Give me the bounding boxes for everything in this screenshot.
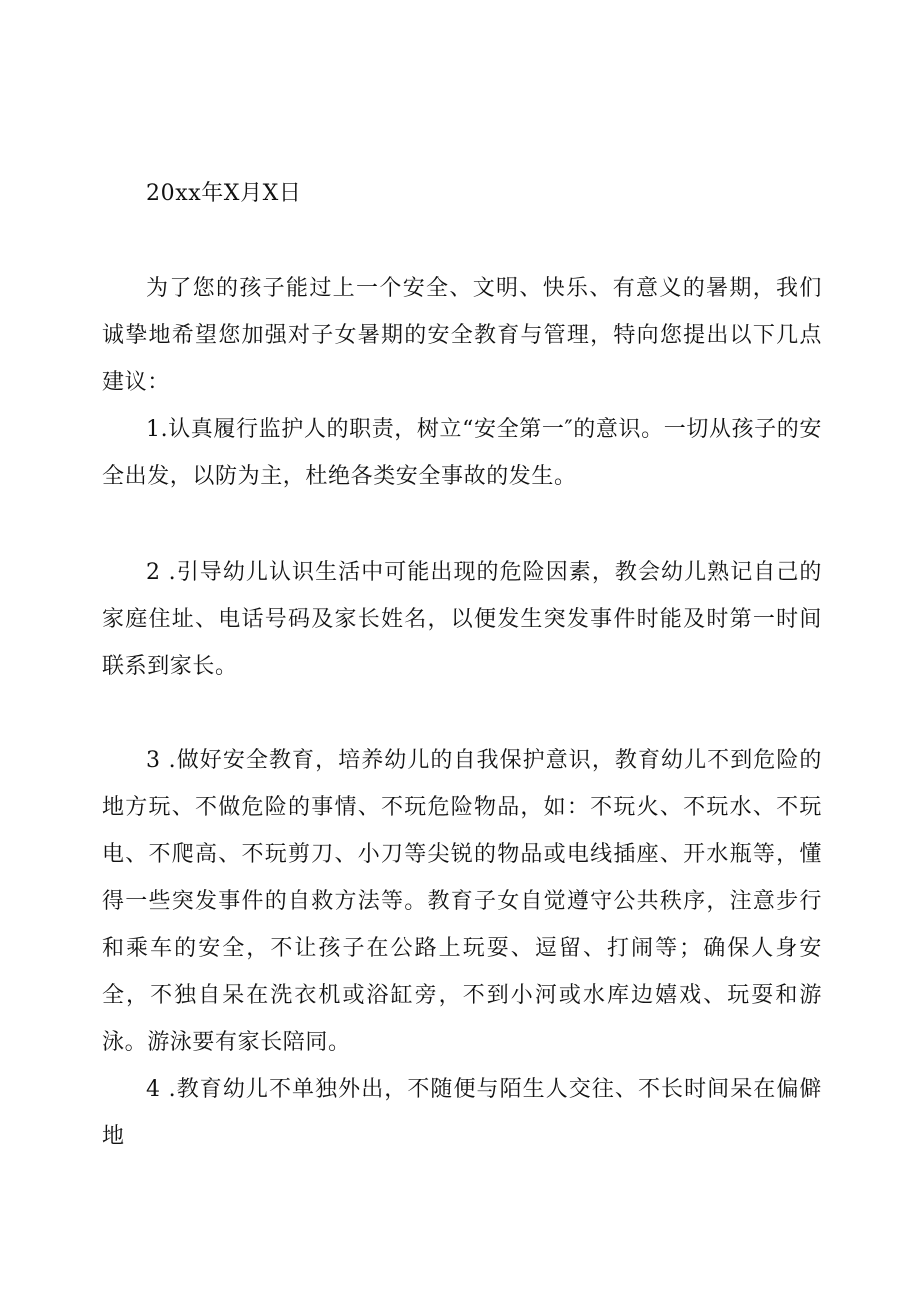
intro-paragraph: 为了您的孩子能过上一个安全、文明、快乐、有意义的暑期，我们诚挚地希望您加强对子女暑期的安全教育与管理，特向您提出以下几点建议： bbox=[102, 276, 822, 395]
suggestion-item-2: 2 .引导幼儿认识生活中可能出现的危险因素，教会幼儿熟记自己的家庭住址、电话号码及家长姓名，以便发生突发事件时能及时第一时间联系到家长。 bbox=[102, 560, 822, 679]
suggestion-item-3: 3 .做好安全教育，培养幼儿的自我保护意识，教育幼儿不到危险的地方玩、不做危险的事情、不玩危险物品，如：不玩火、不玩水、不玩电、不爬高、不玩剪刀、小刀等尖锐的物品或电线插座、开水瓶等，懂得一些突发事件的自救方法等。教育子女自觉遵守公共秩序，注意步行和乘车的安全，不让孩子在公路上玩耍、逗留、打闹等；确保人身安全，不独自呆在洗衣机或浴缸旁，不到小河或水库边嬉戏、玩耍和游泳。游泳要有家长陪同。 bbox=[102, 748, 822, 1055]
suggestion-item-4: 4 .教育幼儿不单独外出，不随便与陌生人交往、不长时间呆在偏僻地 bbox=[102, 1077, 822, 1149]
date-line: 20xx年X月X日 bbox=[146, 181, 302, 206]
suggestion-item-1: 1.认真履行监护人的职责，树立“安全第一″的意识。一切从孩子的安全出发，以防为主，杜绝各类安全事故的发生。 bbox=[102, 417, 822, 489]
